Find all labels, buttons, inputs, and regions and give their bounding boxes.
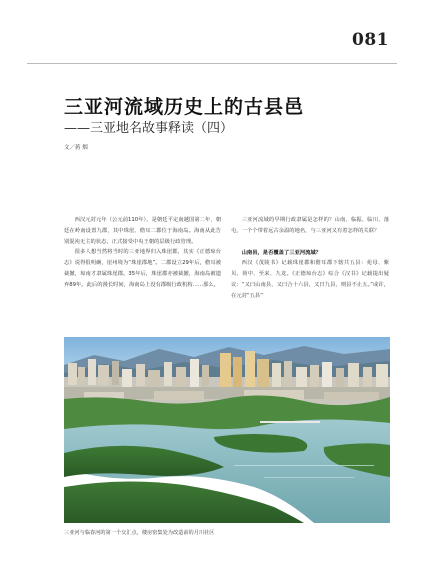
yellow-tower — [220, 353, 231, 387]
left-paragraph-1: 西汉元封元年（公元前110年），是朝廷平定南越国第二年，朝廷在岭南设置九郡，其中珠崖、儋耳二郡位于海南岛。海南从此告别混沌无主的状态，正式接受中央王朝的层级行政管理。 — [64, 217, 221, 245]
left-column — [64, 215, 221, 291]
left-paragraph-2: 很多人想当然将当时的三亚地界归入珠崖郡，其实《正德琼台志》说得很明确，崖州境为“珠崖郡地”。二郡设立29年后，儋耳被裁撤，琼南才隶属珠崖郡。35年后，珠崖郡亦被裁撤，海南岛被遗弃89年。此后的漫长时间，海南岛上没有郡级行政机构……那么， — [64, 249, 221, 288]
article-title: 三亚河流域历史上的古县邑 — [64, 96, 305, 118]
section-heading: 山南县，是否覆盖了三亚河流域？ — [241, 249, 322, 256]
right-paragraph-1: 西汉《茂陵书》记载珠崖郡和儋耳郡下辖共五县：苑母、紫贝、荷中、至来、九龙。《正德琼台志》综合《汉书》记载提出疑议：“又曰山南县，又曰合十六县，又曰九县，则县不止五。”或许，在元封“五县” — [231, 260, 389, 299]
right-column — [231, 215, 389, 302]
river-city-photo — [64, 337, 390, 523]
bridge — [260, 421, 320, 423]
byline: 文／蒋 烟 — [64, 145, 88, 151]
page-number: 081 — [352, 30, 389, 50]
photo-caption: 三亚河与临春河的第一个交汇点，楼房密集处为改造前的月川社区 — [64, 530, 215, 536]
right-lead-paragraph: 三亚河流域的早期行政隶属是怎样的？山南、临振、临川、落屯，一个个带着远古余温的地名，与三亚河又有着怎样的关联？ — [231, 217, 389, 234]
article-subtitle: ——三亚地名故事释读（四） — [64, 121, 234, 136]
header-rule — [27, 63, 397, 64]
